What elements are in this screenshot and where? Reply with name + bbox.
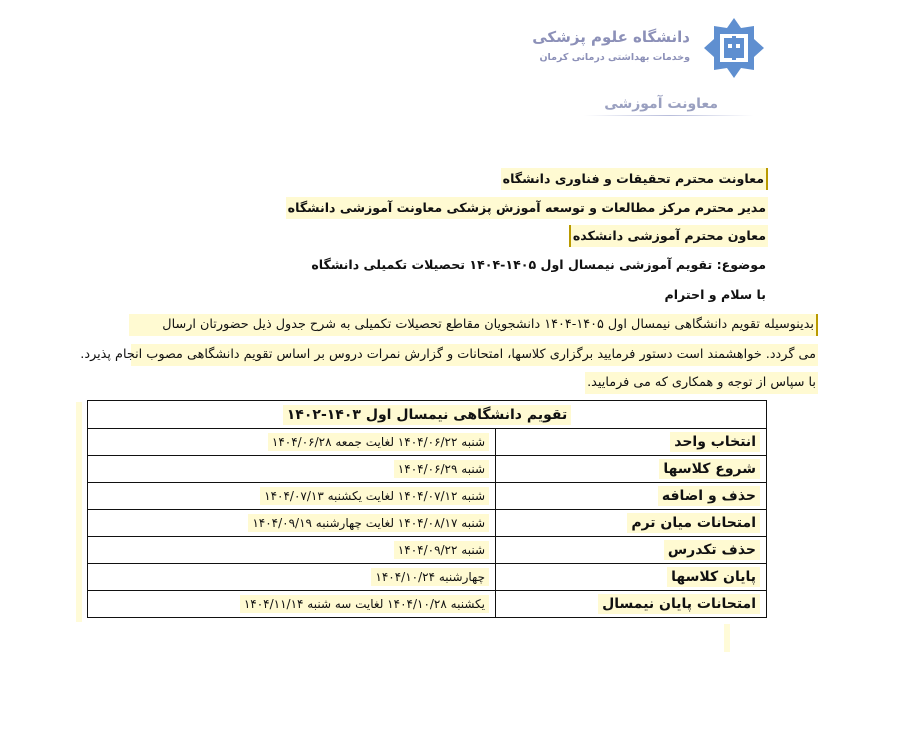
university-name: دانشگاه علوم پزشکی [532, 28, 690, 46]
table-row [88, 591, 767, 618]
recipient-2: مدیر محترم مرکز مطالعات و توسعه آموزش پزشکی معاونت آموزشی دانشگاه [286, 197, 768, 219]
table-row [88, 483, 767, 510]
kerman-university-emblem-icon [702, 16, 766, 80]
table-row [88, 510, 767, 537]
row-label: حذف و اضافه [658, 486, 760, 506]
letter-body-line-2: می گردد. خواهشمند است دستور فرمایید برگزاری کلاسها، امتحانات و گزارش نمرات دروس بر اساس تقویم دانشگاهی مصوب انجام پذیرد. [131, 344, 818, 366]
letter-subject: موضوع: تقویم آموزشی نیمسال اول ۱۴۰۵-۱۴۰۴ تحصیلات تکمیلی دانشگاه [311, 257, 766, 272]
row-label: امتحانات میان ترم [627, 513, 760, 533]
table-row [88, 537, 767, 564]
table-row [88, 564, 767, 591]
row-label: حذف تکدرس [664, 540, 760, 560]
row-value: چهارشنبه ۱۴۰۴/۱۰/۲۴ [371, 568, 489, 586]
letter-closing: با سپاس از توجه و همکاری که می فرمایید. [585, 372, 818, 394]
table-row [88, 429, 767, 456]
row-value: شنبه ۱۴۰۴/۰۶/۲۹ [394, 460, 489, 478]
row-label: شروع کلاسها [659, 459, 760, 479]
department-underline [584, 115, 754, 116]
row-label: امتحانات پایان نیمسال [598, 594, 760, 614]
row-label: پایان کلاسها [667, 567, 760, 587]
margin-highlight-bottom [724, 624, 730, 652]
letter-greeting: با سلام و احترام [664, 287, 766, 302]
university-subtitle: وخدمات بهداشتی درمانی کرمان [539, 52, 690, 63]
row-label: انتخاب واحد [670, 432, 760, 452]
row-value: شنبه ۱۴۰۴/۰۹/۲۲ [394, 541, 489, 559]
row-value: شنبه ۱۴۰۴/۰۶/۲۲ لغایت جمعه ۱۴۰۴/۰۶/۲۸ [268, 433, 489, 451]
academic-calendar-table [87, 400, 767, 618]
row-value: شنبه ۱۴۰۴/۰۸/۱۷ لغایت چهارشنبه ۱۴۰۴/۰۹/۱۹ [248, 514, 489, 532]
letter-body-line-1: بدینوسیله تقویم دانشگاهی نیمسال اول ۱۴۰۵-۱۴۰۴ دانشجویان مقاطع تحصیلات تکمیلی به شرح جدول ذیل حضورتان ارسال [129, 314, 818, 336]
table-title-row [88, 401, 767, 429]
row-value: یکشنبه ۱۴۰۴/۱۰/۲۸ لغایت سه شنبه ۱۴۰۴/۱۱/۱۴ [240, 595, 489, 613]
table-row [88, 456, 767, 483]
letterhead [532, 16, 768, 76]
table-title: تقویم دانشگاهی نیمسال اول ۱۴۰۳-۱۴۰۲ [283, 405, 571, 425]
margin-highlight-left [76, 402, 82, 622]
recipient-1: معاونت محترم تحقیقات و فناوری دانشگاه [501, 168, 768, 190]
row-value: شنبه ۱۴۰۴/۰۷/۱۲ لغایت یکشنبه ۱۴۰۴/۰۷/۱۳ [260, 487, 489, 505]
recipient-3: معاون محترم آموزشی دانشکده [569, 225, 768, 247]
department-title: معاونت آموزشی [604, 96, 718, 112]
